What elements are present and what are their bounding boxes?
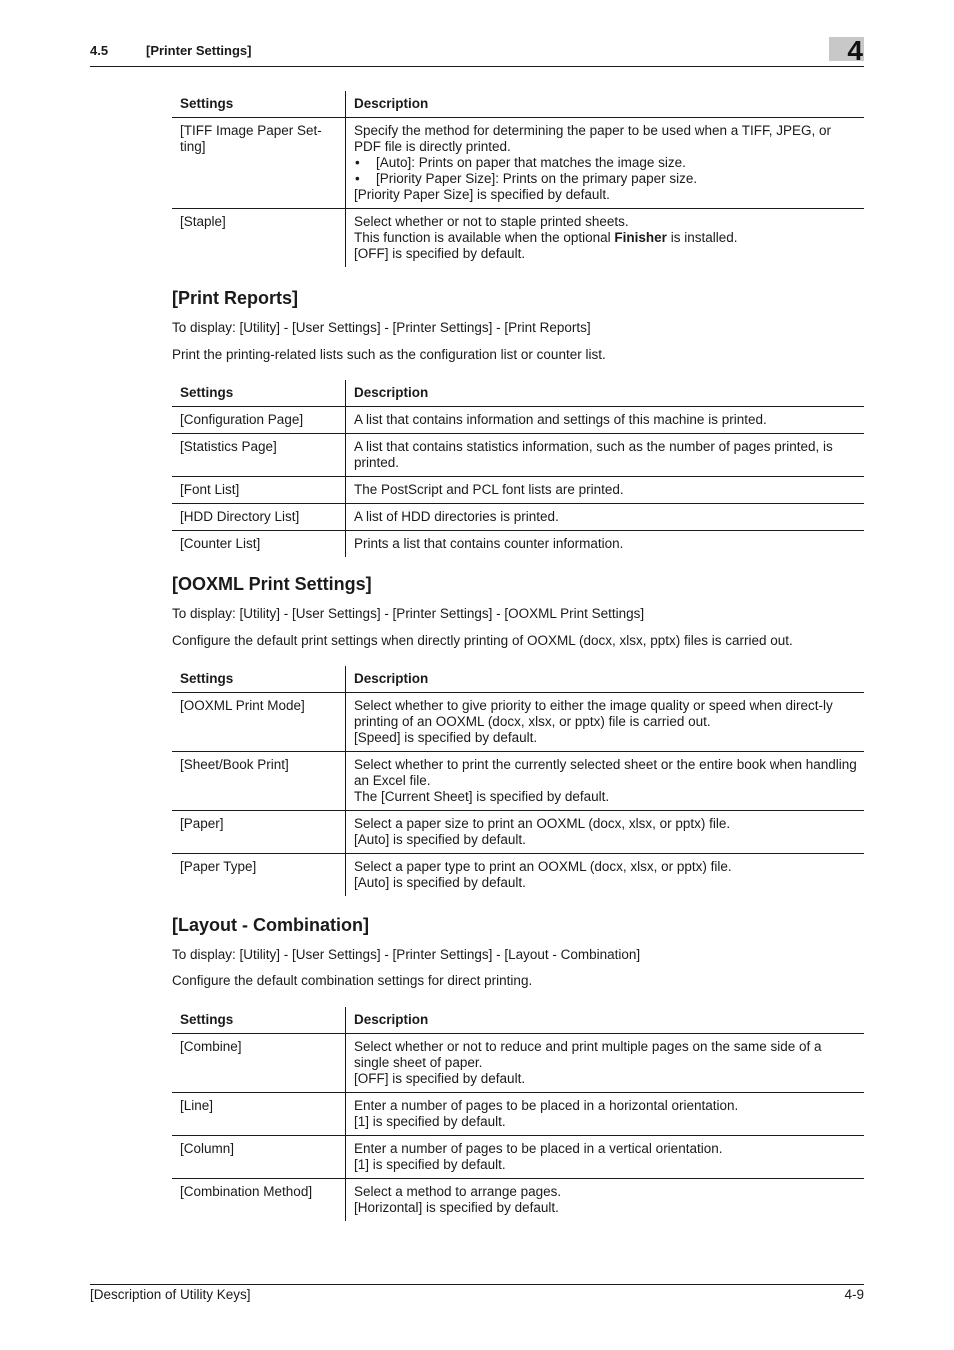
setting-description: Select a paper size to print an OOXML (docx, xlsx, or pptx) file. [Auto] is specified by default. (346, 811, 865, 854)
heading-print-reports: [Print Reports] (172, 288, 298, 308)
setting-description: The PostScript and PCL font lists are printed. (346, 477, 865, 504)
table-row (172, 693, 864, 752)
setting-description: A list that contains statistics information, such as the number of pages printed, is printed. (346, 434, 865, 477)
setting-description: Select whether or not to reduce and print multiple pages on the same side of a single sheet of paper. [OFF] is specified by default. (346, 1034, 865, 1093)
setting-name: [OOXML Print Mode] (172, 693, 346, 752)
default-note: [OFF] is specified by default. (354, 1071, 526, 1086)
table-header-row (172, 1007, 864, 1034)
setting-name: [Line] (172, 1093, 346, 1136)
default-note: [Auto] is specified by default. (354, 832, 526, 847)
section-title: [Printer Settings] (146, 43, 252, 58)
table-print-reports (172, 380, 864, 557)
table-row (172, 118, 864, 209)
table-header-row (172, 91, 864, 118)
setting-name: [Paper] (172, 811, 346, 854)
table-row (172, 209, 864, 268)
table-row (172, 504, 864, 531)
table-row (172, 752, 864, 811)
default-note: The [Current Sheet] is specified by default. (354, 789, 610, 804)
display-path: To display: [Utility] - [User Settings] - [Printer Settings] - [Layout - Combination] (172, 947, 641, 962)
setting-description: A list of HDD directories is printed. (346, 504, 865, 531)
setting-description: Select whether to print the currently selected sheet or the entire book when handling an Excel file. The [Current Sheet] is specified by default. (346, 752, 865, 811)
setting-name: [TIFF Image Paper Set-ting] (172, 118, 346, 209)
setting-name: [Staple] (172, 209, 346, 268)
setting-description: A list that contains information and settings of this machine is printed. (346, 407, 865, 434)
table-row (172, 531, 864, 558)
description-text: Specify the method for determining the paper to be used when a TIFF, JPEG, or PDF file is directly printed. (354, 123, 832, 154)
setting-description: Enter a number of pages to be placed in a horizontal orientation. [1] is specified by default. (346, 1093, 865, 1136)
section-intro: Configure the default print settings when directly printing of OOXML (docx, xlsx, pptx) files is carried out. (172, 633, 793, 648)
footer-chapter-title: [Description of Utility Keys] (90, 1287, 251, 1302)
description-text: Select whether or not to staple printed sheets. (354, 214, 629, 229)
setting-name: [Column] (172, 1136, 346, 1179)
default-note: [Horizontal] is specified by default. (354, 1200, 559, 1215)
table-header-row (172, 666, 864, 693)
section-intro: Configure the default combination settings for direct printing. (172, 973, 533, 988)
setting-description (346, 118, 865, 209)
setting-description (346, 209, 865, 268)
default-note: [OFF] is specified by default. (354, 246, 526, 261)
table-row (172, 1093, 864, 1136)
default-note: [Speed] is specified by default. (354, 730, 538, 745)
setting-description: Enter a number of pages to be placed in a vertical orientation. [1] is specified by default. (346, 1136, 865, 1179)
setting-name: [HDD Directory List] (172, 504, 346, 531)
bullet-item: • [Priority Paper Size]: Prints on the primary paper size. (354, 171, 858, 187)
setting-description: Select a paper type to print an OOXML (docx, xlsx, or pptx) file. [Auto] is specified by default. (346, 854, 865, 897)
column-header-description: Description (346, 380, 865, 407)
table-row (172, 477, 864, 504)
running-header (90, 40, 864, 67)
table-printer-settings-continued (172, 91, 864, 267)
column-header-description: Description (346, 1007, 865, 1034)
setting-description: Select whether to give priority to either the image quality or speed when direct-ly printing of an OOXML (docx, xlsx, or pptx) file is carried out. [Speed] is specified by default. (346, 693, 865, 752)
chapter-number: 4 (847, 35, 863, 66)
table-row (172, 854, 864, 897)
heading-ooxml-print-settings: [OOXML Print Settings] (172, 574, 372, 594)
column-header-description: Description (346, 666, 865, 693)
table-row (172, 1179, 864, 1222)
column-header-settings: Settings (172, 666, 346, 693)
table-row (172, 811, 864, 854)
table-header-row (172, 380, 864, 407)
setting-name: [Combine] (172, 1034, 346, 1093)
column-header-settings: Settings (172, 91, 346, 118)
display-path: To display: [Utility] - [User Settings] - [Printer Settings] - [Print Reports] (172, 320, 591, 335)
description-text: This function is available when the optional Finisher is installed. (354, 230, 738, 245)
default-note: [Priority Paper Size] is specified by default. (354, 187, 610, 202)
setting-description: Prints a list that contains counter information. (354, 536, 624, 551)
setting-name: [Configuration Page] (172, 407, 346, 434)
default-note: [1] is specified by default. (354, 1157, 506, 1172)
default-note: [1] is specified by default. (354, 1114, 506, 1129)
column-header-settings: Settings (172, 380, 346, 407)
setting-description: Select a method to arrange pages. [Horizontal] is specified by default. (346, 1179, 865, 1222)
page-number: 4-9 (844, 1287, 864, 1302)
setting-name: [Combination Method] (172, 1179, 346, 1222)
section-number: 4.5 (90, 43, 109, 58)
setting-name: [Font List] (172, 477, 346, 504)
setting-name: [Sheet/Book Print] (172, 752, 346, 811)
display-path: To display: [Utility] - [User Settings] - [Printer Settings] - [OOXML Print Settings] (172, 606, 645, 621)
heading-layout-combination: [Layout - Combination] (172, 915, 369, 935)
table-ooxml-print-settings (172, 666, 864, 896)
chapter-badge (829, 35, 864, 66)
finisher-keyword: Finisher (614, 230, 667, 245)
running-footer (90, 1284, 864, 1302)
setting-name: [Counter List] (172, 531, 346, 558)
column-header-settings: Settings (172, 1007, 346, 1034)
column-header-description: Description (346, 91, 865, 118)
default-note: [Auto] is specified by default. (354, 875, 526, 890)
bullet-item: • [Auto]: Prints on paper that matches the image size. (354, 155, 858, 171)
table-row (172, 407, 864, 434)
table-layout-combination (172, 1007, 864, 1221)
section-intro: Print the printing-related lists such as the configuration list or counter list. (172, 347, 606, 362)
table-row (172, 1034, 864, 1093)
table-row (172, 434, 864, 477)
setting-name: [Paper Type] (172, 854, 346, 897)
table-row (172, 1136, 864, 1179)
setting-name: [Statistics Page] (172, 434, 346, 477)
